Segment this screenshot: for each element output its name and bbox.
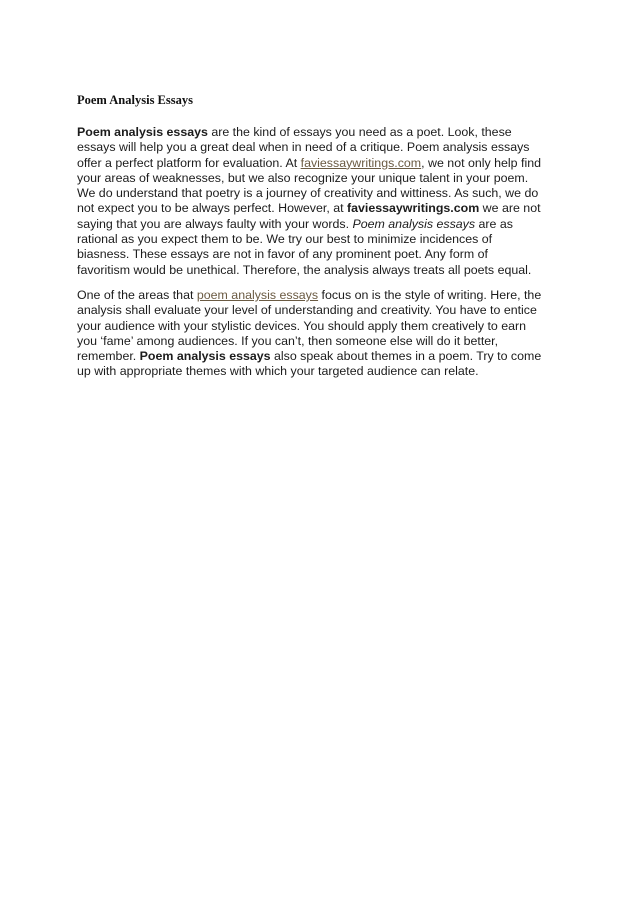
text-line: [77, 201, 563, 216]
text-run: faviessaywritings.com: [347, 201, 480, 216]
document-title: Poem Analysis Essays: [77, 93, 193, 107]
text-run: we are not: [479, 201, 541, 216]
text-run: your audience with your stylistic devices. You should apply them creatively to earn: [77, 318, 527, 333]
text-run: rational as you expect them to be. We try our best to minimize incidences of: [77, 232, 493, 247]
text-line: [77, 125, 563, 140]
text-run: your areas of weaknesses, but we also recognize your unique talent in your poem.: [77, 170, 529, 185]
text-line: [77, 303, 563, 318]
text-run: offer a perfect platform for evaluation. At: [77, 155, 301, 170]
text-run: essays will help you a great deal when in need of a critique. Poem analysis essays: [77, 140, 530, 155]
text-run: Poem analysis essays: [352, 216, 476, 231]
text-line: [77, 217, 563, 232]
text-run: up with appropriate themes with which your targeted audience can relate.: [77, 364, 479, 379]
text-line: [77, 263, 563, 278]
text-line: [77, 156, 563, 171]
text-line: [77, 232, 563, 247]
text-line: [77, 364, 563, 379]
text-run: saying that you are always faulty with your words.: [77, 216, 353, 231]
text-run: are the kind of essays you need as a poet. Look, these: [207, 125, 512, 139]
text-line: [77, 171, 563, 186]
text-run: We do understand that poetry is a journey of creativity and wittiness. As such, we do: [77, 186, 539, 201]
text-run: not expect you to be always perfect. However, at: [77, 201, 347, 216]
text-run: analysis shall evaluate your level of understanding and creativity. You have to entice: [77, 303, 537, 318]
text-run: favoritism would be unethical. Therefore, the analysis always treats all poets equal.: [77, 262, 532, 277]
text-link[interactable]: poem analysis essays: [196, 288, 319, 302]
text-run: also speak about themes in a poem. Try to come: [270, 349, 542, 364]
text-run: biasness. These essays are not in favor of any prominent poet. Any form of: [77, 247, 488, 262]
text-line: [77, 288, 563, 303]
text-run: Poem analysis essays: [139, 349, 271, 364]
text-line: [77, 186, 563, 201]
text-run: focus on is the style of writing. Here, the: [318, 288, 542, 302]
text-run: are as: [475, 216, 513, 231]
text-run: you ‘fame’ among audiences. If you can’t, then someone else will do it better,: [77, 333, 499, 348]
paragraph-1: [77, 125, 563, 278]
text-run: Poem analysis essays: [77, 125, 208, 139]
text-run: remember.: [77, 349, 140, 364]
text-run: One of the areas that: [77, 288, 197, 302]
text-line: [77, 140, 563, 155]
text-line: [77, 349, 563, 364]
paragraph-2: [77, 288, 563, 380]
text-link[interactable]: faviessaywritings.com: [300, 155, 422, 170]
text-line: [77, 334, 563, 349]
text-line: [77, 247, 563, 262]
text-line: [77, 319, 563, 334]
text-run: , we not only help find: [421, 155, 541, 170]
